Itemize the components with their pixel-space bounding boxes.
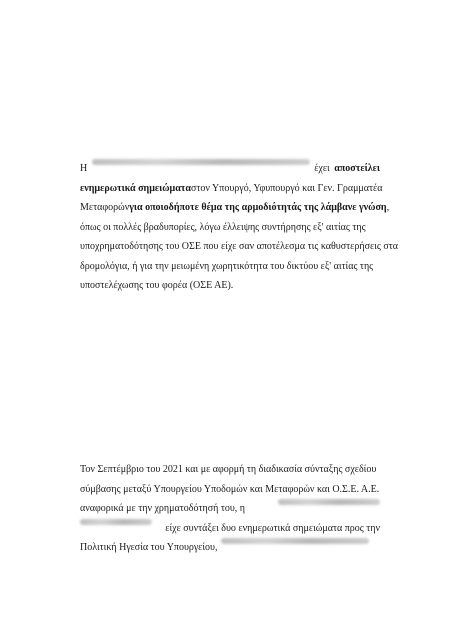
paragraph-1	[80, 159, 398, 296]
text-segment: Πολιτική Ηγεσία του Υπουργείου,	[80, 542, 218, 553]
bold-text: ενημερωτικά σημειώματα	[80, 182, 191, 194]
paragraph-2-line-1: Τον Σεπτέμβριο του 2021 και με αφορμή τη διαδικασία σύνταξης σχεδίου	[80, 464, 377, 475]
bold-text: αποστείλει	[334, 163, 380, 174]
paragraph-1-line-4: όπως οι πολλές βραδυπορίες, λόγω έλλειψης συντήρησης εξ' αιτίας της	[80, 221, 366, 233]
text-segment: Μεταφορών	[80, 202, 130, 213]
text-segment: Η	[80, 163, 88, 174]
paragraph-1-line-1	[80, 159, 380, 179]
text-segment: έχει	[314, 163, 330, 174]
redacted-text	[278, 499, 380, 505]
text-segment: ,	[386, 202, 390, 213]
paragraph-2-line-3	[80, 499, 380, 519]
redacted-text	[221, 538, 369, 544]
paragraph-1-line-2	[80, 179, 383, 199]
paragraph-1-line-6: δρομολόγια, ή για την μειωμένη χωρητικότητα του δικτύου εξ' αιτίας της	[80, 260, 374, 272]
paragraph-1-line-3	[80, 198, 390, 218]
bold-text: για οποιοδήποτε θέμα της αρμοδιότητάς της λάμβανε γνώση	[129, 202, 387, 213]
paragraph-2-line-2: σύμβασης μεταξύ Υπουργείου Υποδομών και Μεταφορών και Ο.Σ.Ε. Α.Ε.	[80, 483, 380, 495]
paragraph-2-line-5	[80, 538, 380, 558]
redacted-text	[92, 159, 310, 165]
paragraph-2	[80, 460, 380, 558]
text-segment: αναφορικά με την χρηματοδότησή του, η	[80, 503, 246, 514]
paragraph-1-line-5: υποχρηματοδότησης του ΟΣΕ που είχε σαν αποτέλεσμα τις καθυστερήσεις στα	[80, 241, 398, 252]
text-segment: στον Υπουργό, Υφυπουργό και Γεν. Γραμματέα	[191, 182, 383, 194]
paragraph-2-line-4	[80, 519, 380, 539]
paragraph-1-line-7: υποστελέχωσης του φορέα (ΟΣΕ ΑΕ).	[80, 280, 234, 291]
redacted-text	[80, 519, 152, 525]
text-segment: είχε συντάξει δυο ενημερωτικά σημειώματα προς την	[165, 522, 380, 534]
